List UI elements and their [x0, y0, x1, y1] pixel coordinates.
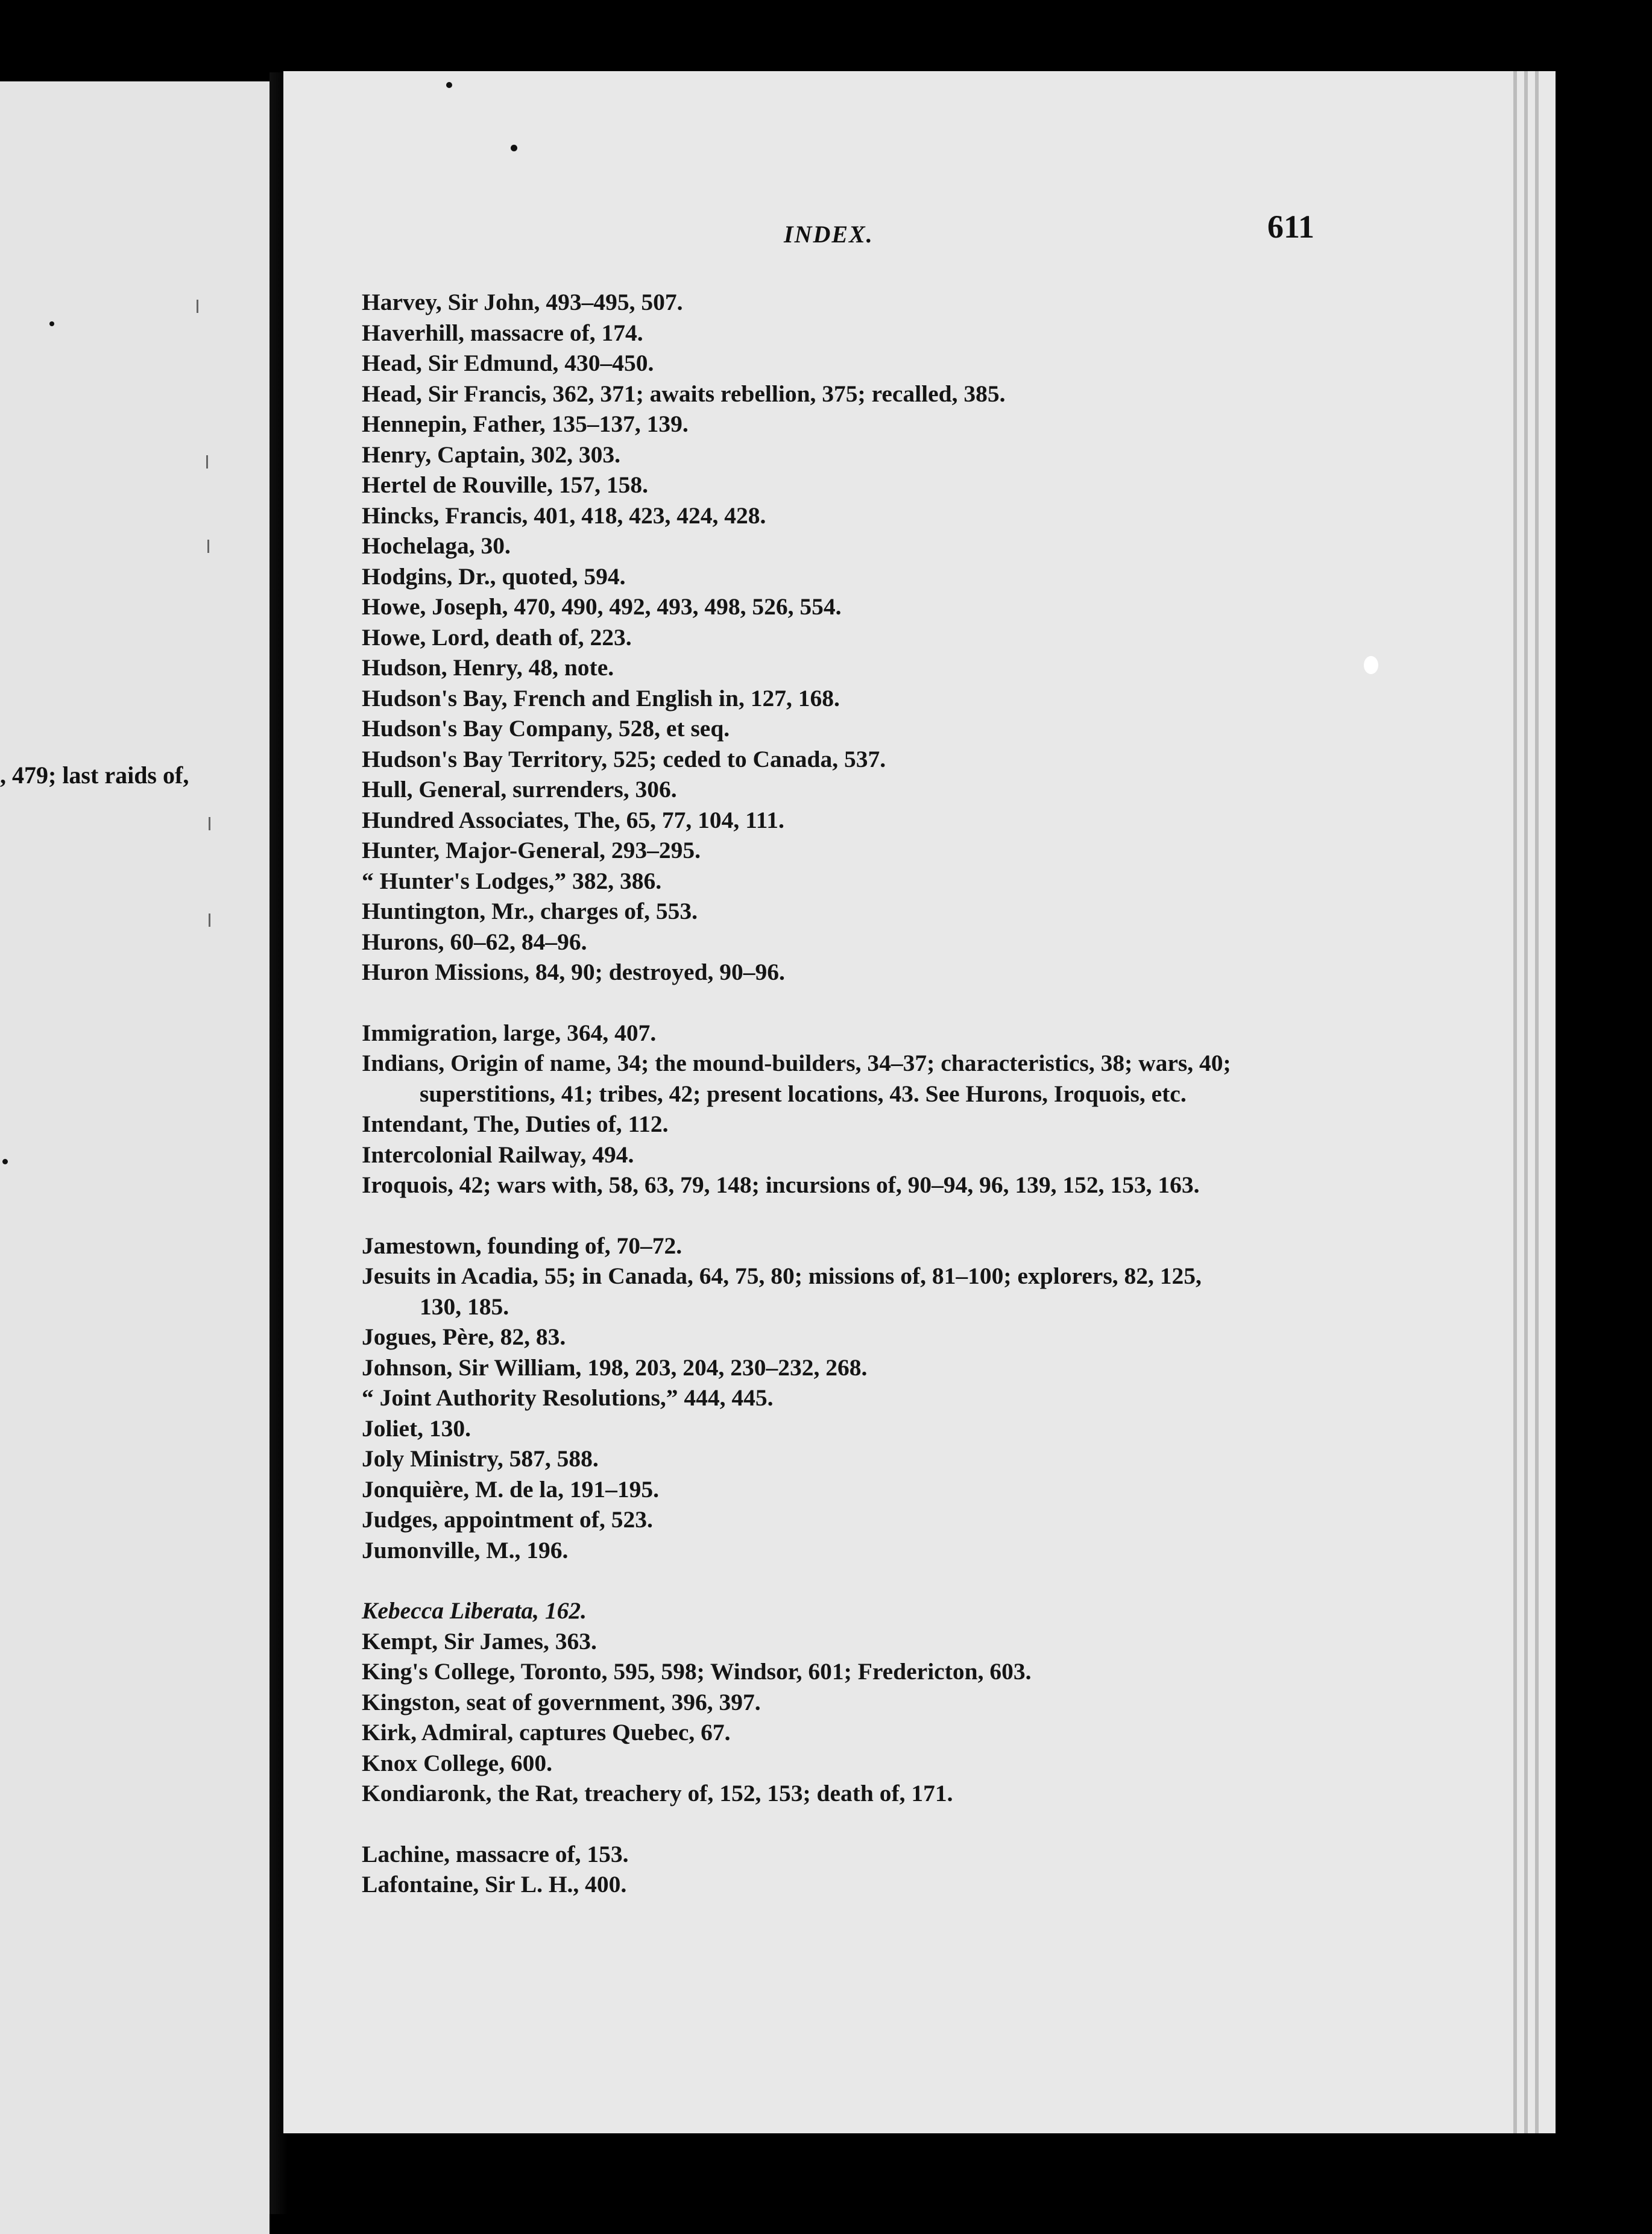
- running-header: INDEX.: [784, 221, 874, 248]
- paper-blemish: [1364, 656, 1378, 674]
- margin-mark: [209, 817, 210, 830]
- margin-mark: [206, 455, 208, 469]
- index-entry: “ Joint Authority Resolutions,” 444, 445.: [362, 1384, 774, 1411]
- index-entry: Knox College, 600.: [362, 1749, 552, 1776]
- index-entry: Hertel de Rouville, 157, 158.: [362, 472, 649, 498]
- index-entry: Huron Missions, 84, 90; destroyed, 90–96.: [362, 959, 785, 985]
- page-edge-line: [1513, 71, 1517, 2133]
- facing-page: [0, 81, 270, 2234]
- index-entry-continuation: superstitions, 41; tribes, 42; present locations, 43. See Hurons, Iroquois, etc.: [420, 1080, 1187, 1107]
- index-entry: Haverhill, massacre of, 174.: [362, 319, 643, 346]
- index-entry: Iroquois, 42; wars with, 58, 63, 79, 148; incursions of, 90–94, 96, 139, 152, 153, 163.: [362, 1172, 1200, 1198]
- ink-speck: [446, 82, 452, 88]
- index-group-k: [362, 1595, 1363, 1809]
- index-entries: [362, 287, 1363, 1900]
- margin-mark: [209, 913, 210, 927]
- index-group-h: [362, 287, 1363, 988]
- index-entry: Jonquière, M. de la, 191–195.: [362, 1475, 660, 1503]
- index-entry: Immigration, large, 364, 407.: [362, 1019, 657, 1046]
- index-entry: Huntington, Mr., charges of, 553.: [362, 898, 698, 924]
- index-entry: Head, Sir Edmund, 430–450.: [362, 350, 654, 376]
- facing-page-text-fragment: , 479; last raids of,: [0, 762, 189, 789]
- index-entry: Kebecca Liberata, 162.: [362, 1597, 587, 1624]
- index-entry: Johnson, Sir William, 198, 203, 204, 230–232, 268.: [362, 1354, 868, 1381]
- group-spacer: [362, 1565, 1363, 1595]
- index-entry: Hochelaga, 30.: [362, 532, 511, 559]
- index-entry: Head, Sir Francis, 362, 371; awaits rebellion, 375; recalled, 385.: [362, 380, 1006, 407]
- index-entry: Judges, appointment of, 523.: [362, 1506, 653, 1533]
- index-entry: Intendant, The, Duties of, 112.: [362, 1111, 669, 1137]
- index-entry: Lafontaine, Sir L. H., 400.: [362, 1871, 627, 1898]
- index-entry: Hundred Associates, The, 65, 77, 104, 111.: [362, 806, 784, 833]
- index-entry: Hudson's Bay Company, 528, et seq.: [362, 715, 730, 742]
- page-edge-line: [1535, 71, 1539, 2133]
- index-entry: Howe, Lord, death of, 223.: [362, 623, 632, 651]
- index-entry: Kempt, Sir James, 363.: [362, 1627, 597, 1655]
- index-entry: Jogues, Père, 82, 83.: [362, 1324, 566, 1350]
- index-group-i: [362, 1018, 1363, 1201]
- index-entry: Henry, Captain, 302, 303.: [362, 441, 621, 468]
- margin-mark: [207, 540, 209, 553]
- ink-speck: [511, 145, 517, 151]
- ink-speck: [49, 321, 54, 326]
- group-spacer: [362, 1201, 1363, 1231]
- index-entry: Hull, General, surrenders, 306.: [362, 776, 677, 803]
- index-entry: Lachine, massacre of, 153.: [362, 1840, 629, 1867]
- index-entry: Intercolonial Railway, 494.: [362, 1141, 634, 1168]
- index-group-l: [362, 1839, 1363, 1900]
- index-entry: Jumonville, M., 196.: [362, 1536, 569, 1563]
- index-entry: Hudson's Bay Territory, 525; ceded to Canada, 537.: [362, 745, 886, 772]
- index-entry: Kondiaronk, the Rat, treachery of, 152, 153; death of, 171.: [362, 1780, 953, 1806]
- index-entry: King's College, Toronto, 595, 598; Windsor, 601; Fredericton, 603.: [362, 1658, 1032, 1685]
- index-entry: Jesuits in Acadia, 55; in Canada, 64, 75, 80; missions of, 81–100; explorers, 82, 125,: [362, 1263, 1202, 1289]
- index-entry: Joliet, 130.: [362, 1415, 471, 1442]
- index-entry: Indians, Origin of name, 34; the mound-builders, 34–37; characteristics, 38; wars, 40;: [362, 1050, 1231, 1076]
- margin-mark: [197, 300, 198, 313]
- index-entry: Hurons, 60–62, 84–96.: [362, 928, 587, 955]
- index-entry-continuation: 130, 185.: [420, 1293, 509, 1320]
- index-entry: Hudson's Bay, French and English in, 127, 168.: [362, 684, 840, 712]
- index-entry: Harvey, Sir John, 493–495, 507.: [362, 289, 683, 315]
- index-entry: Hudson, Henry, 48, note.: [362, 654, 614, 681]
- index-entry: Kingston, seat of government, 396, 397.: [362, 1688, 761, 1715]
- group-spacer: [362, 1809, 1363, 1839]
- index-entry: Hodgins, Dr., quoted, 594.: [362, 563, 626, 590]
- index-entry: Jamestown, founding of, 70–72.: [362, 1232, 683, 1259]
- index-entry: Hennepin, Father, 135–137, 139.: [362, 411, 689, 437]
- index-entry: Joly Ministry, 587, 588.: [362, 1445, 599, 1472]
- group-spacer: [362, 988, 1363, 1018]
- ink-speck: [2, 1159, 8, 1164]
- index-entry: Hunter, Major-General, 293–295.: [362, 837, 701, 863]
- page-edge-line: [1524, 71, 1528, 2133]
- index-entry: Howe, Joseph, 470, 490, 492, 493, 498, 526, 554.: [362, 593, 842, 620]
- page-number: 611: [1267, 209, 1315, 245]
- index-entry: “ Hunter's Lodges,” 382, 386.: [362, 867, 662, 894]
- index-group-j: [362, 1231, 1363, 1566]
- index-entry: Hincks, Francis, 401, 418, 423, 424, 428.: [362, 502, 766, 529]
- index-entry: Kirk, Admiral, captures Quebec, 67.: [362, 1719, 731, 1746]
